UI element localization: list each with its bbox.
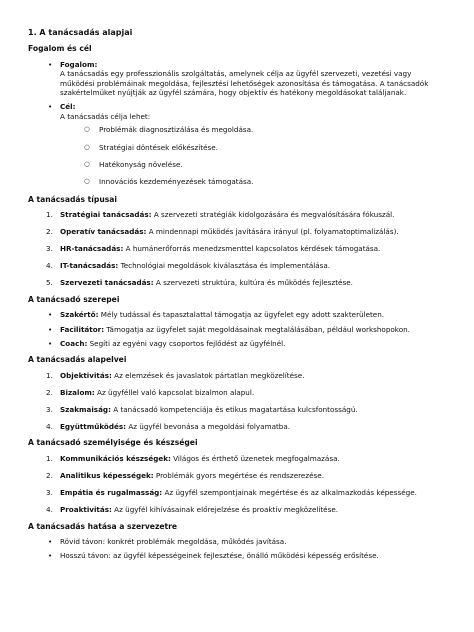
- section-heading: A tanácsadás típusai: [28, 194, 117, 204]
- section-hatas: [28, 522, 446, 561]
- alapelvek-list: [28, 371, 446, 431]
- tipusok-list: [28, 210, 446, 287]
- list-item: • Rövid távon: konkrét problémák megoldása, működés javítása.: [60, 537, 446, 546]
- list-item-cel: [60, 102, 446, 186]
- hatas-list: [28, 537, 446, 561]
- section-heading: A tanácsadás hatása a szervezetre: [28, 521, 178, 531]
- fogalom-text: A tanácsadás egy professzionális szolgáltatás, amelynek célja az ügyfél szervezeti, vezetési vagy működési problémáinak megoldása, fejlesztési lehetőségek azonosítása és támogatása. A tanácsadók szakértelmüket nyújtják az ügyfél számára, hogy objektív és hatékony megoldásokat találjanak.: [60, 69, 429, 98]
- list-item: 1. Objektivitás: Az elemzések és javaslatok pártatlan megközelítése.: [46, 370, 305, 380]
- cel-label: Cél:: [60, 102, 76, 112]
- list-item: 2. Operatív tanácsadás: A mindennapi működés javítására irányul (pl. folyamatoptimalizálás).: [46, 227, 399, 237]
- list-item: 4. Együttműködés: Az ügyfél bevonása a megoldási folyamatba.: [46, 421, 291, 431]
- section-heading: A tanácsadó személyisége és készségei: [28, 438, 198, 448]
- document-title: 1. A tanácsadás alapjai: [28, 28, 133, 37]
- list-item: 3. HR-tanácsadás: A humánerőforrás menedzsmenttel kapcsolatos kérdések támogatása.: [46, 244, 381, 254]
- section-heading: A tanácsadó szerepei: [28, 294, 120, 304]
- list-item: 3. Empátia és rugalmasság: Az ügyfél szempontjainak megértése és az alkalmazkodás képessége.: [46, 487, 417, 497]
- cel-item: ○ Problémák diagnosztizálása és megoldása.: [99, 125, 446, 134]
- list-item: 5. Szervezeti tanácsadás: A szervezeti struktúra, kultúra és működés fejlesztése.: [46, 277, 353, 287]
- szerepek-list: [28, 310, 446, 348]
- list-item: 2. Analitikus képességek: Problémák gyors megértése és rendszerezése.: [46, 470, 324, 480]
- list-item: 1. Stratégiai tanácsadás: A szervezeti stratégiák kidolgozására és megvalósítására fókuszál.: [46, 210, 395, 220]
- section-alapelvek: [28, 355, 446, 431]
- section-heading: Fogalom és cél: [28, 44, 92, 54]
- list-item: 4. IT-tanácsadás: Technológiai megoldások kiválasztása és implementálása.: [46, 261, 331, 270]
- list-item: • Szakértő: Mély tudással és tapasztalattal támogatja az ügyfelet egy adott szakterületen.: [60, 310, 446, 319]
- list-item-fogalom: [60, 60, 446, 98]
- section-heading: A tanácsadás alapelvei: [28, 355, 127, 365]
- list-item: 3. Szakmaiság: A tanácsadó kompetenciája és etikus magatartása kulcsfontosságú.: [46, 404, 358, 414]
- list-item: 1. Kommunikációs készségek: Világos és érthető üzenetek megfogalmazása.: [46, 453, 340, 463]
- list-item: • Coach: Segíti az egyéni vagy csoportos fejlődést az ügyfélnél.: [60, 339, 446, 348]
- cel-item: ○ Hatékonyság növelése.: [99, 160, 446, 169]
- cel-item: ○ Stratégiai döntések előkészítése.: [99, 143, 446, 152]
- fogalom-list: [28, 60, 446, 187]
- section-szerepek: [28, 295, 446, 349]
- section-keszsegek: [28, 438, 446, 514]
- section-tipusok: [28, 195, 446, 287]
- list-item: 4. Proaktivitás: Az ügyfél kihívásainak előrejelzése és proaktív megközelítése.: [46, 504, 339, 514]
- keszsegek-list: [28, 454, 446, 514]
- fogalom-label: Fogalom:: [60, 59, 98, 69]
- list-item: 2. Bizalom: Az ügyféllel való kapcsolat bizalmon alapul.: [46, 387, 255, 397]
- list-item: • Facilitátor: Támogatja az ügyfelet saját megoldásainak megtalálásában, például workshopokon.: [60, 325, 446, 334]
- cel-sublist: [60, 125, 446, 187]
- list-item: • Hosszú távon: az ügyfél képességeinek fejlesztése, önálló működési képesség erősítése.: [60, 551, 446, 560]
- cel-item: ○ Innovációs kezdeményezések támogatása.: [99, 177, 446, 186]
- section-fogalom: [28, 44, 446, 186]
- cel-intro: A tanácsadás célja lehet:: [60, 111, 151, 121]
